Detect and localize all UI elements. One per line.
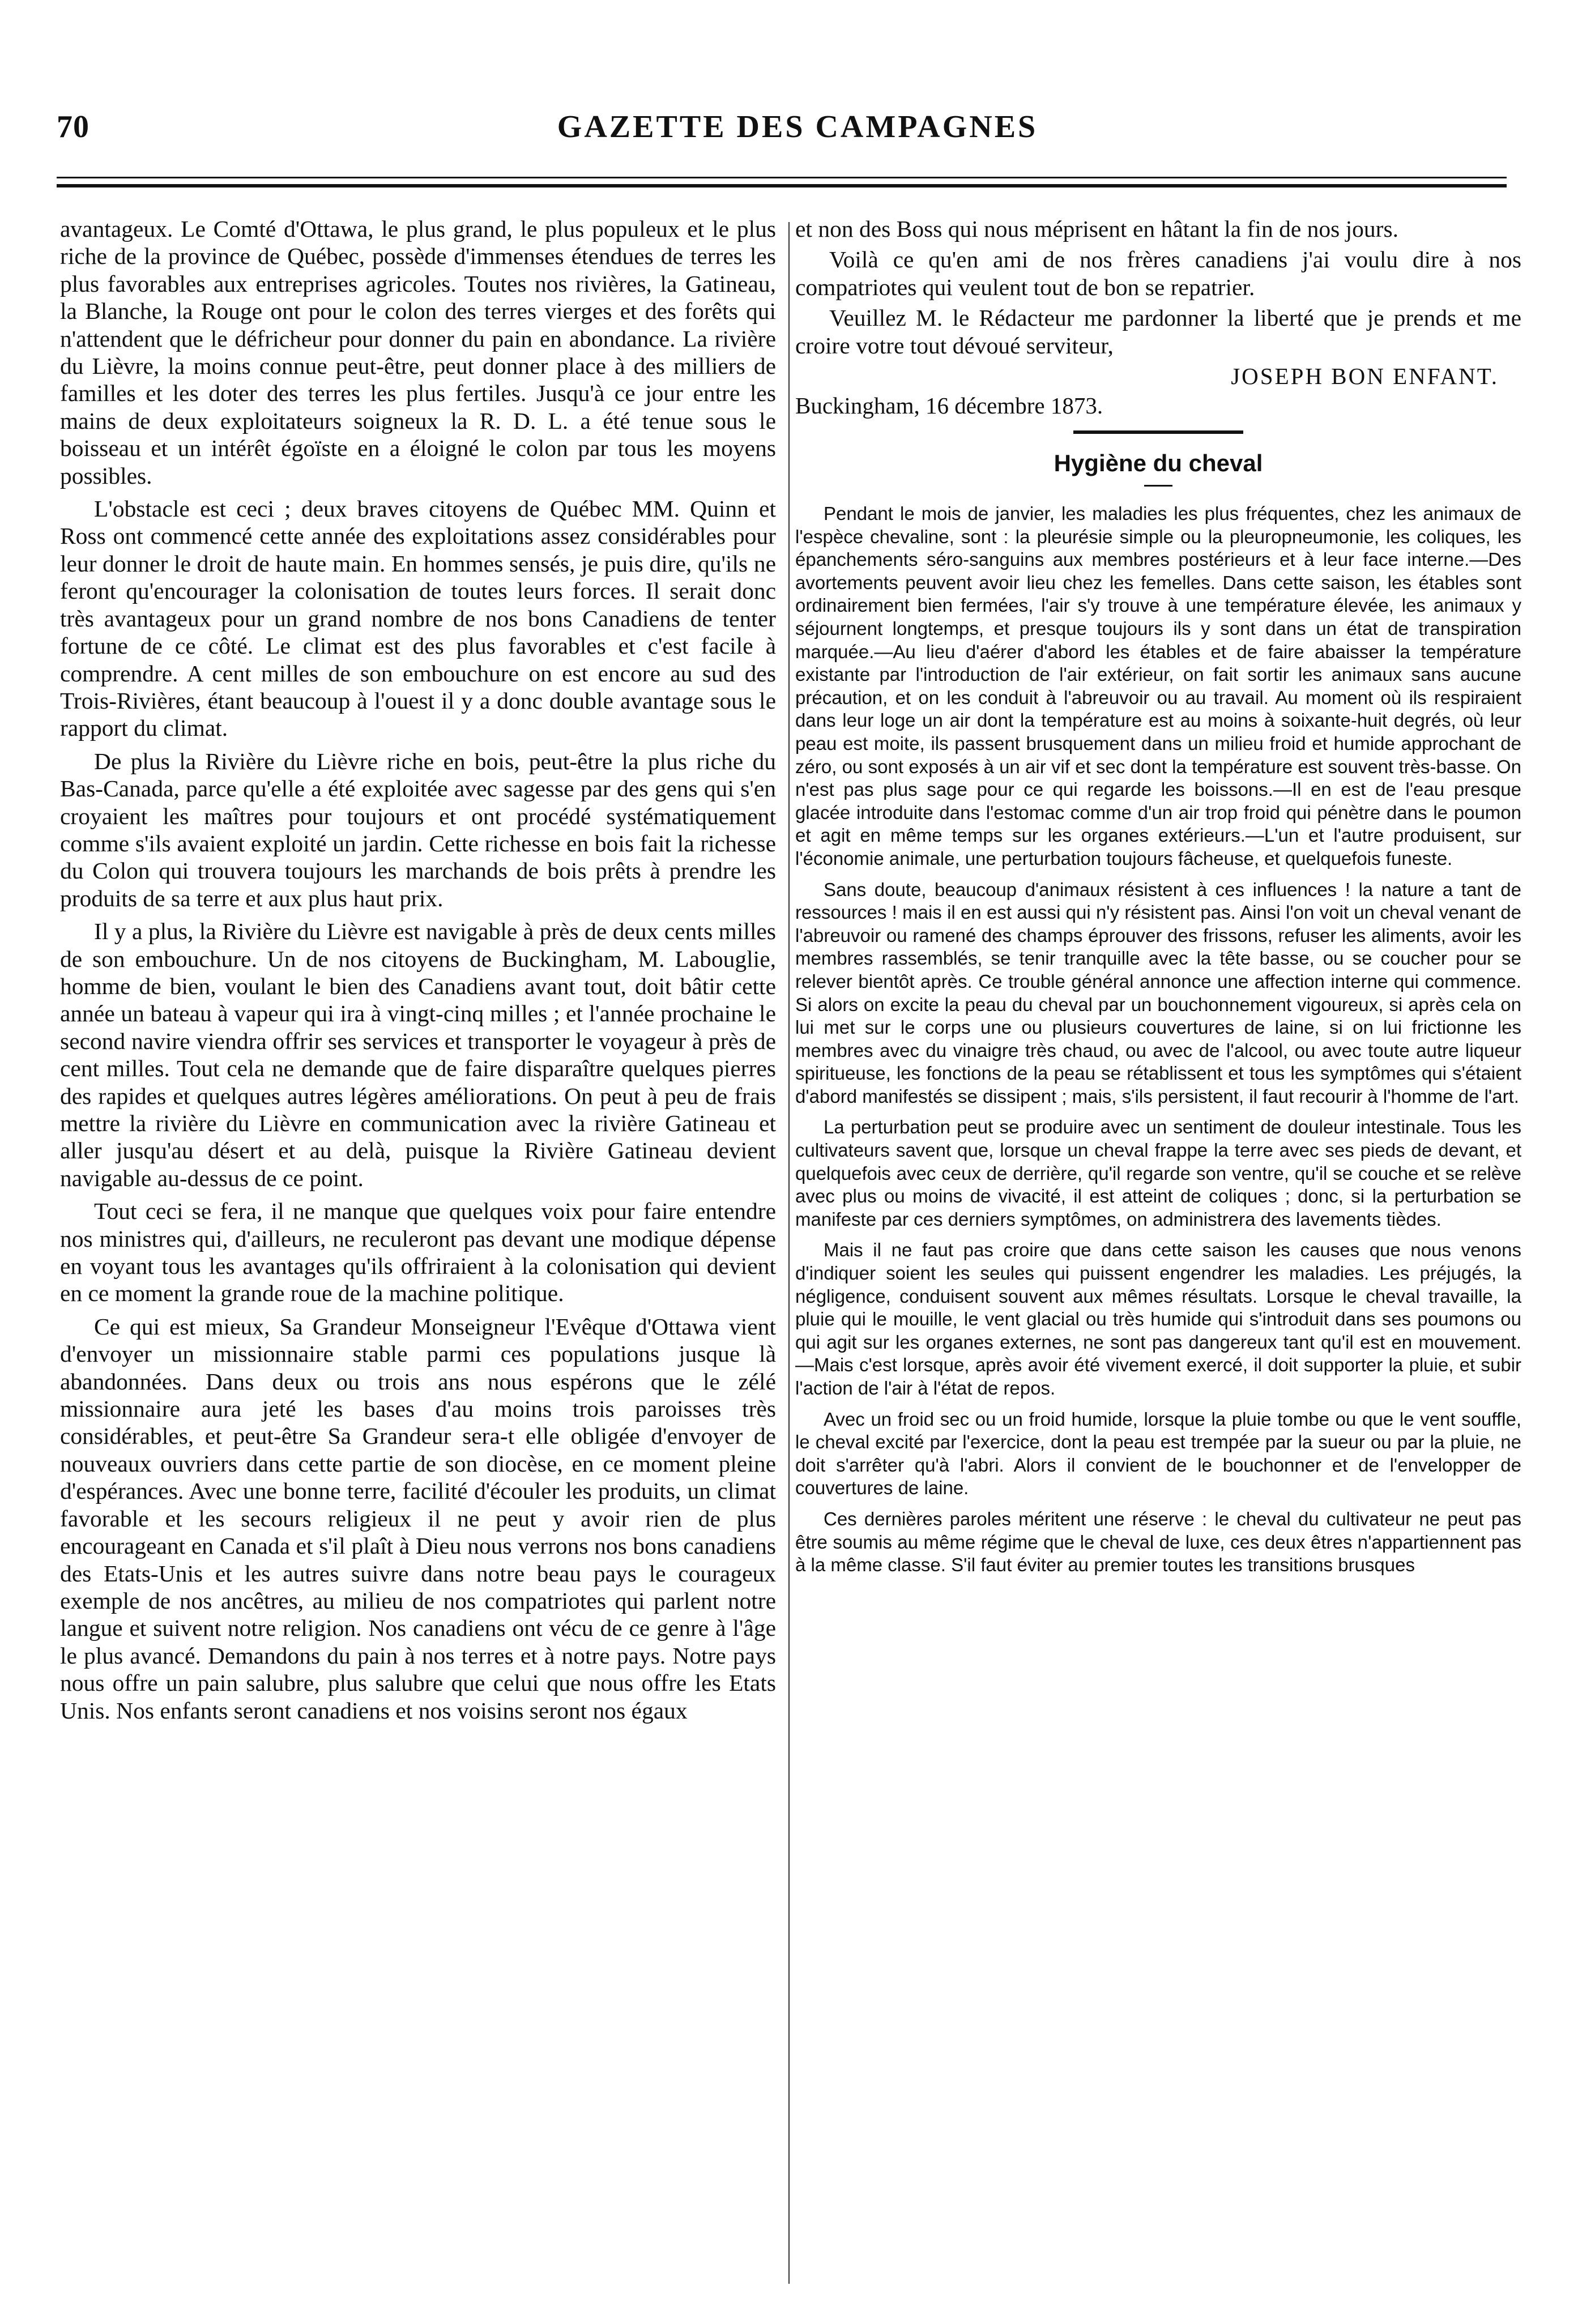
paragraph: De plus la Rivière du Lièvre riche en bois, peut-être la plus riche du Bas-Canada, parce qu'elle a été exploitée avec sagesse par des gens qui s'en croyaient les maîtres pour toujours et ont procédé systématiquement comme s'ils avaient exploité un jardin. Cette richesse en bois fait la richesse du Colon qui trouvera toujours les marchands de bois prêts à prendre les produits de sa terre et aux plus haut prix. [60,748,776,911]
letter-paragraph: Veuillez M. le Rédacteur me pardonner la liberté que je prends et me croire votre tout dévoué serviteur, [795,305,1521,359]
paragraph: Il y a plus, la Rivière du Lièvre est navigable à près de deux cents milles de son embouchure. Un de nos citoyens de Buckingham, M. Labouglie, homme de bien, voulant le bien des Canadiens avant tout, doit bâtir cette année un bateau à vapeur qui ira à vingt-cinq milles ; et l'année prochaine le second navire viendra offrir ses services et transporter le voyageur à près de cent milles. Tout cela ne demande que de faire disparaître quelques pierres des rapides et quelques autres légères améliorations. On peut à peu de frais mettre la rivière du Lièvre en communication avec la rivière Gatineau et aller jusqu'au désert et au delà, puisque la Rivière Gatineau devient navigable au-dessus de ce point. [60,918,776,1191]
paragraph: Ce qui est mieux, Sa Grandeur Monseigneur l'Evêque d'Ottawa vient d'envoyer un missionnaire stable parmi ces populations jusque là abandonnées. Dans deux ou trois ans nous espérons que le zélé missionnaire aura jeté les bases d'au moins trois paroisses très considérables, et peut-être Sa Grandeur sera-t elle obligée d'envoyer de nouveaux ouvriers dans cette partie de son diocèse, en ce moment pleine d'espérances. Avec une bonne terre, facilité d'écouler les produits, un climat favorable et les secours religieux il ne peut y avoir rien de plus encourageant en Canada et s'il plaît à Dieu nous verrons nos bons canadiens des Etats-Unis et les autres suivre dans notre beau pays le courageux exemple de nos ancêtres, au milieu de nos compatriotes qui parlent notre langue et suivent notre religion. Nos canadiens ont vécu de ce genre à l'âge le plus avancé. Demandons du pain à nos terres et à notre pays. Notre pays nous offre un pain salubre, plus salubre que celui que nous offre les Etats Unis. Nos enfants seront canadiens et nos voisins seront nos égaux [60,1313,776,1724]
article-paragraph: Ces dernières paroles méritent une réserve : le cheval du cultivateur ne peut pas être soumis au même régime que le cheval de luxe, ces deux êtres n'appartiennent pas à la même classe. S'il faut éviter au premier toutes les transitions brusques [795,1508,1521,1576]
page-number: 70 [57,109,89,144]
left-column [60,215,776,2290]
letter-signature: JOSEPH BON ENFANT. [1231,363,1499,390]
right-column [795,215,1521,2290]
running-title: GAZETTE DES CAMPAGNES [557,109,1038,144]
title-underline [1144,485,1172,487]
paragraph: avantageux. Le Comté d'Ottawa, le plus grand, le plus populeux et le plus riche de la province de Québec, possède d'immenses étendues de terres les plus favorables aux entreprises agricoles. Toutes nos rivières, la Gatineau, la Blanche, la Rouge ont pour le colon des terres vierges et des forêts qui n'attendent que le défricheur pour donner du pain en abondance. La rivière du Lièvre, la moins connue peut-être, peut donner place à des milliers de familles et les doter des terres les plus fertiles. Jusqu'à ce jour entre les mains de deux exploitateurs soigneux la R. D. L. a été tenue sous le boisseau et un intérêt égoïste en a éloigné le colon par tous les moyens possibles. [60,216,776,489]
paragraph: L'obstacle est ceci ; deux braves citoyens de Québec MM. Quinn et Ross ont commencé cette année des exploitations assez considérables pour leur donner le droit de haute main. En hommes sensés, je puis dire, qu'ils ne feront qu'encourager la colonisation de toutes leurs forces. Il serait donc très avantageux pour un grand nombre de nos bons Canadiens de tenter fortune de ce côté. Le climat est des plus favorables et c'est facile à comprendre. A cent milles de son embouchure on est encore au sud des Trois-Rivières, étant beaucoup à l'ouest il y a donc double avantage sous le rapport du climat. [60,496,776,741]
letter-paragraph: Voilà ce qu'en ami de nos frères canadiens j'ai voulu dire à nos compatriotes qui veulent tout de bon se repatrier. [795,246,1521,300]
section-rule [1073,430,1243,434]
article-paragraph: Mais il ne faut pas croire que dans cette saison les causes que nous venons d'indiquer soient les seules qui puissent engendrer les maladies. Les préjugés, la négligence, conduisent souvent aux mêmes résultats. Lorsque le cheval travaille, la pluie qui le mouille, le vent glacial ou très humide qui s'introduit dans ses poumons ou qui agit sur les organes externes, ne sont pas dangereux tant qu'il est en mouvement.—Mais c'est lorsque, après avoir été vivement exercé, il doit supporter la pluie, et subir l'action de l'air à l'état de repos. [795,1239,1521,1398]
letter-paragraph: et non des Boss qui nous méprisent en hâtant la fin de nos jours. [795,216,1399,242]
paragraph: Tout ceci se fera, il ne manque que quelques voix pour faire entendre nos ministres qui, d'ailleurs, ne reculeront pas devant une modique dépense en voyant tous les avantages qu'ils offriraient à la colonisation qui devient en ce moment la grande roue de la machine politique. [60,1198,776,1307]
article-title: Hygiène du cheval [1054,450,1263,477]
article-paragraph: Sans doute, beaucoup d'animaux résistent à ces influences ! la nature a tant de ressources ! mais il en est aussi qui n'y résistent pas. Ainsi l'on voit un cheval venant de l'abreuvoir ou ramené des champs éprouver des frissons, refuser les aliments, avoir les membres rassemblés, se tenir tranquille avec la tête basse, ou se coucher pour se relever bientôt après. Ce trouble général annonce une affection interne qui commence. Si alors on excite la peau du cheval par un bouchonnement vigoureux, si après cela on lui met sur le corps une ou plusieurs couvertures de laine, si on lui frictionne les membres avec du vinaigre très chaud, ou avec de l'alcool, ou avec toute autre liqueur spiritueuse, les fonctions de la peau se rétablissent et tous les symptômes qui s'étaient d'abord manifestés se dissipent ; mais, s'ils persistent, il faut recourir à l'homme de l'art. [795,879,1521,1107]
article-paragraph: Pendant le mois de janvier, les maladies les plus fréquentes, chez les animaux de l'espèce chevaline, sont : la pleurésie simple ou la pleuropneumonie, les coliques, les épanchements séro-sanguins aux membres postérieurs et à leur face interne.—Des avortements peuvent avoir lieu chez les femelles. Dans cette saison, les étables sont ordinairement bien fermées, l'air s'y trouve à une température élevée, les animaux y séjournent longtemps, et presque toujours ils y sont dans un état de transpiration marquée.—Au lieu d'aérer d'abord les étables et de faire abaisser la température existante par l'introduction de l'air extérieur, on fait sortir les animaux sans aucune précaution, et on les conduit à l'abreuvoir ou au travail. Au moment où ils respiraient dans leur loge un air dont la température est au moins à soixante-huit degrés, où leur peau est moite, ils passent brusquement dans un milieu froid et humide approchant de zéro, ou sont exposés à un air vif et sec dont la température est souvent très-basse. On n'est pas plus sage pour ce qui regarde les boissons.—Il en est de l'eau presque glacée introduite dans l'estomac comme d'un air trop froid qui pénètre dans le poumon et agit en même temps sur les organes extérieurs.—L'un et l'autre produisent, sur l'économie animale, une perturbation toujours fâcheuse, et quelquefois funeste. [795,503,1521,869]
article-paragraph: La perturbation peut se produire avec un sentiment de douleur intestinale. Tous les cultivateurs savent que, lorsque un cheval frappe la terre avec ses pieds de devant, et quelquefois avec ceux de derrière, qu'il regarde son ventre, qu'il se couche et se relève avec plus ou moins de vivacité, il est atteint de coliques ; donc, si la perturbation se manifeste par ces derniers symptômes, on administrera des lavements tièdes. [795,1116,1521,1230]
letter-dateline: Buckingham, 16 décembre 1873. [795,393,1103,419]
article-paragraph: Avec un froid sec ou un froid humide, lorsque la pluie tombe ou que le vent souffle, le cheval excité par l'exercice, dont la peau est trempée par la sueur ou par la pluie, ne doit s'arrêter qu'à l'abri. Alors il convient de le bouchonner et de l'envelopper de couvertures de laine. [795,1408,1521,1499]
header-rule [57,177,1507,187]
column-divider [788,222,790,2284]
